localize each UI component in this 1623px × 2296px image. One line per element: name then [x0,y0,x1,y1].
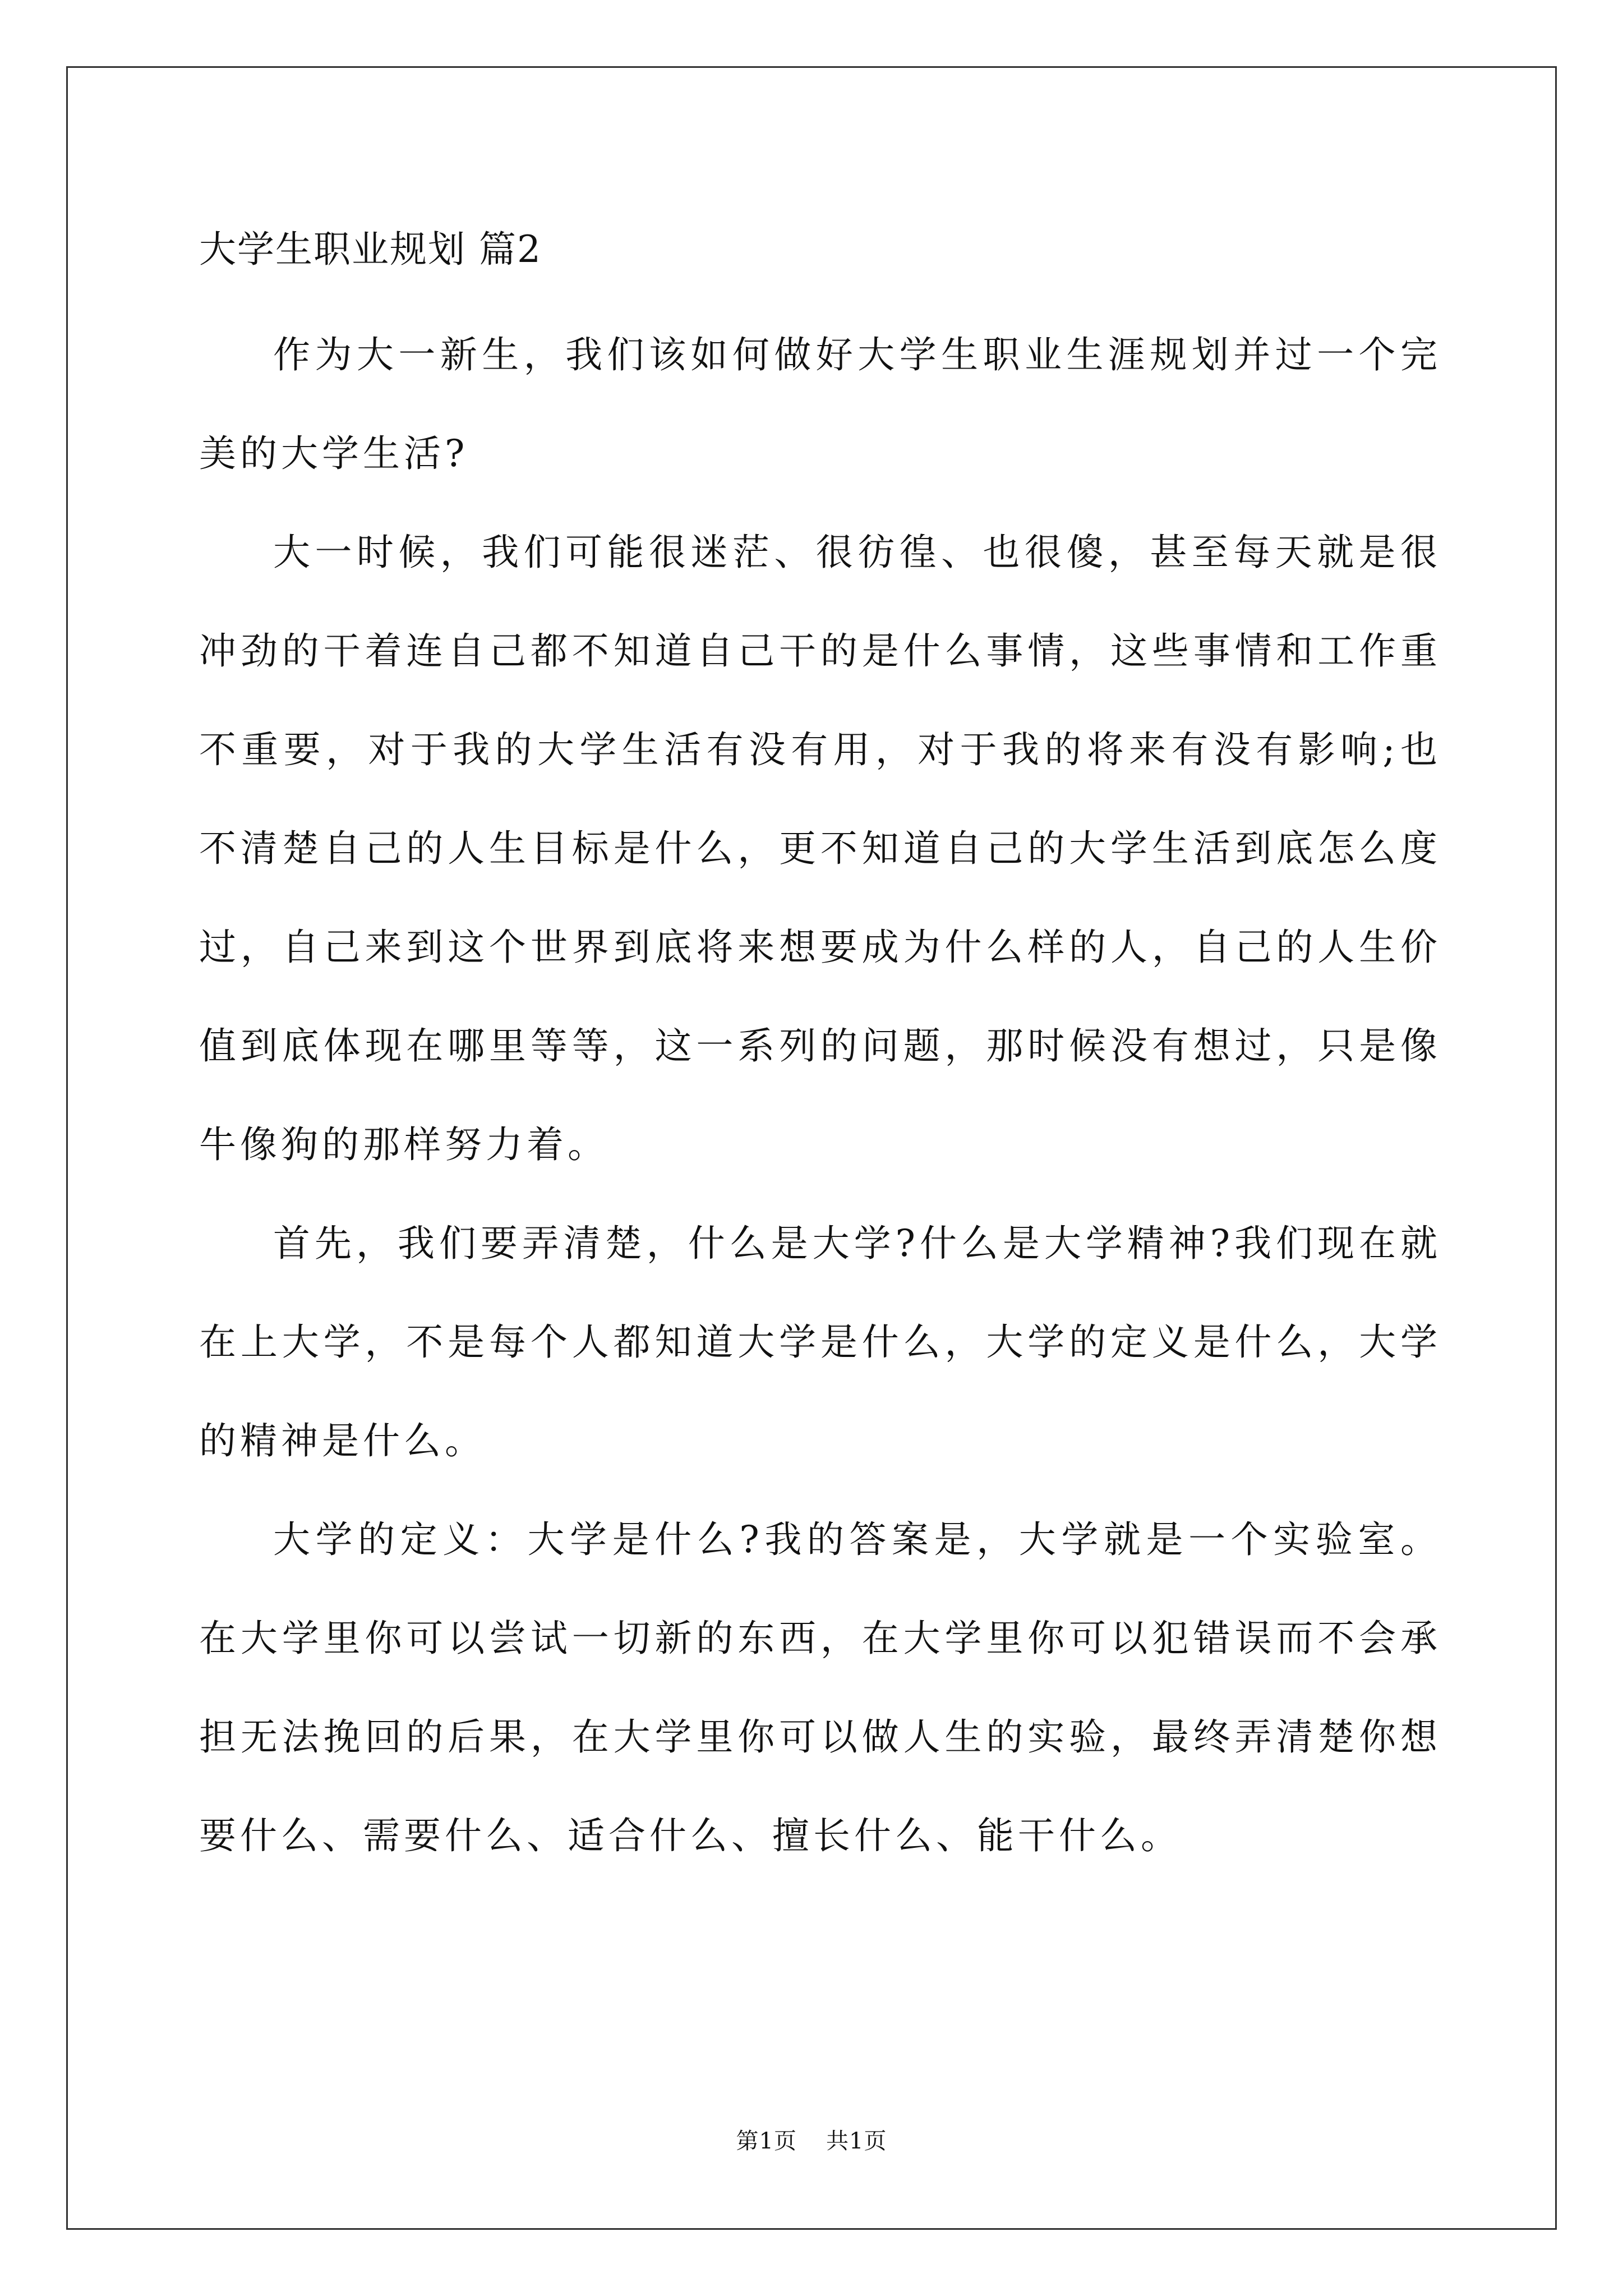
paragraph-3: 首先，我们要弄清楚，什么是大学?什么是大学精神?我们现在就在上大学，不是每个人都知道大学是什么，大学的定义是什么，大学的精神是什么。 [199,1222,1441,1462]
paragraph-4: 大学的定义：大学是什么?我的答案是，大学就是一个实验室。在大学里你可以尝试一切新的东西，在大学里你可以犯错误而不会承担无法挽回的后果，在大学里你可以做人生的实验，最终弄清楚你想要什么、需要什么、适合什么、擅长什么、能干什么。 [199,1518,1441,1857]
document-title: 大学生职业规划 篇2 [199,228,542,271]
paragraph-2: 大一时候，我们可能很迷茫、很彷徨、也很傻，甚至每天就是很冲劲的干着连自己都不知道自己干的是什么事情，这些事情和工作重不重要，对于我的大学生活有没有用，对于我的将来有没有影响;也不清楚自己的人生目标是什么，更不知道自己的大学生活到底怎么度过，自己来到这个世界到底将来想要成为什么样的人，自己的人生价值到底体现在哪里等等，这一系列的问题，那时候没有想过，只是像牛像狗的那样努力着。 [199,531,1441,1166]
document-body [199,222,1441,1885]
page-footer [0,2124,1623,2158]
page-number: 第1页 [736,2128,797,2154]
page-total: 共1页 [826,2128,887,2154]
paragraph-1: 作为大一新生，我们该如何做好大学生职业生涯规划并过一个完美的大学生活? [199,333,1441,475]
